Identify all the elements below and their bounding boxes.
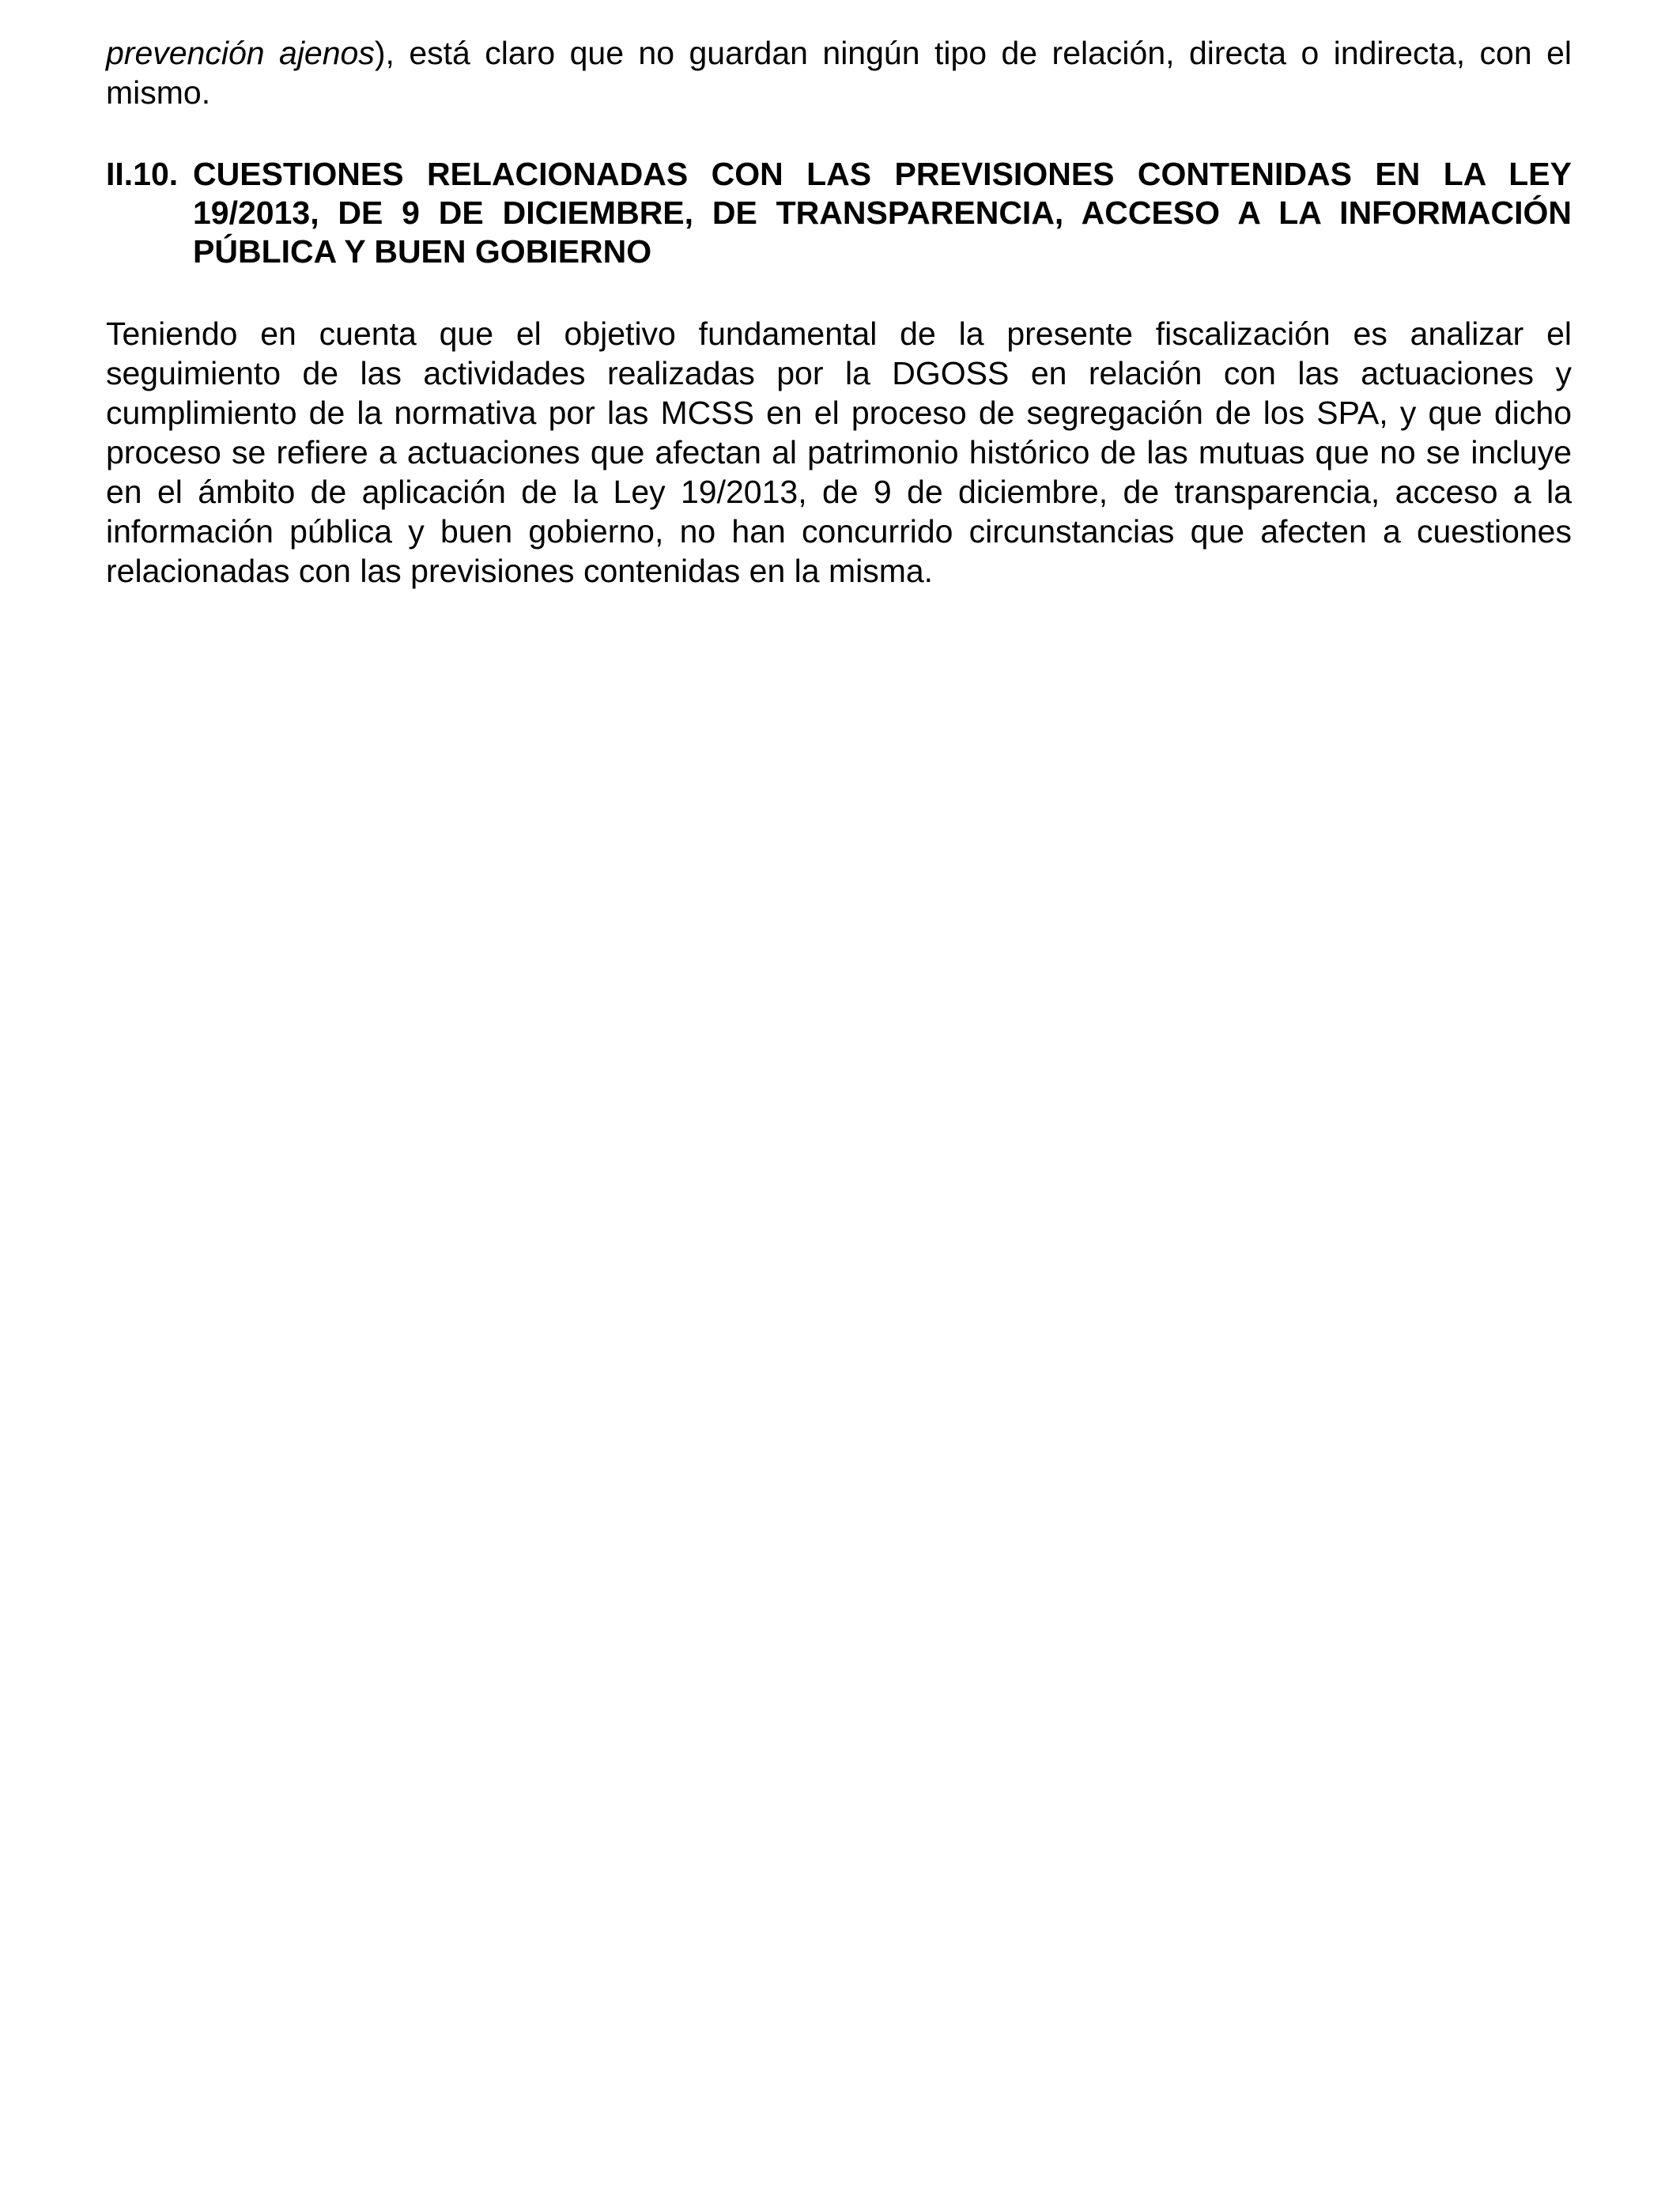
intro-italic-text: prevención ajenos	[106, 35, 375, 71]
body-paragraph: Teniendo en cuenta que el objetivo fundamental de la presente fiscalización es analizar el seguimiento de las actividades realizadas por la DGOSS en relación con las actuaciones y cumplimiento de la normativa por las MCSS en el proceso de segregación de los SPA, y que dicho proceso se refiere a actuaciones que afectan al patrimonio histórico de las mutuas que no se incluye en el ámbito de aplicación de la Ley 19/2013, de 9 de diciembre, de transparencia, acceso a la información pública y buen gobierno, no han concurrido circunstancias que afecten a cuestiones relacionadas con las previsiones contenidas en la misma.	[106, 315, 1572, 589]
intro-text: ), está claro que no guardan ningún tipo de relación, directa o indirecta, con el mismo.	[106, 35, 1572, 111]
section-title: CUESTIONES RELACIONADAS CON LAS PREVISIONES CONTENIDAS EN LA LEY 19/2013, DE 9 DE DICIEMBRE, DE TRANSPARENCIA, ACCESO A LA INFORMACIÓN PÚBLICA Y BUEN GOBIERNO	[193, 156, 1572, 270]
section-heading	[106, 155, 1572, 271]
intro-paragraph	[106, 33, 1572, 112]
document-page	[106, 32, 1572, 591]
section-number: II.10.	[106, 156, 179, 192]
